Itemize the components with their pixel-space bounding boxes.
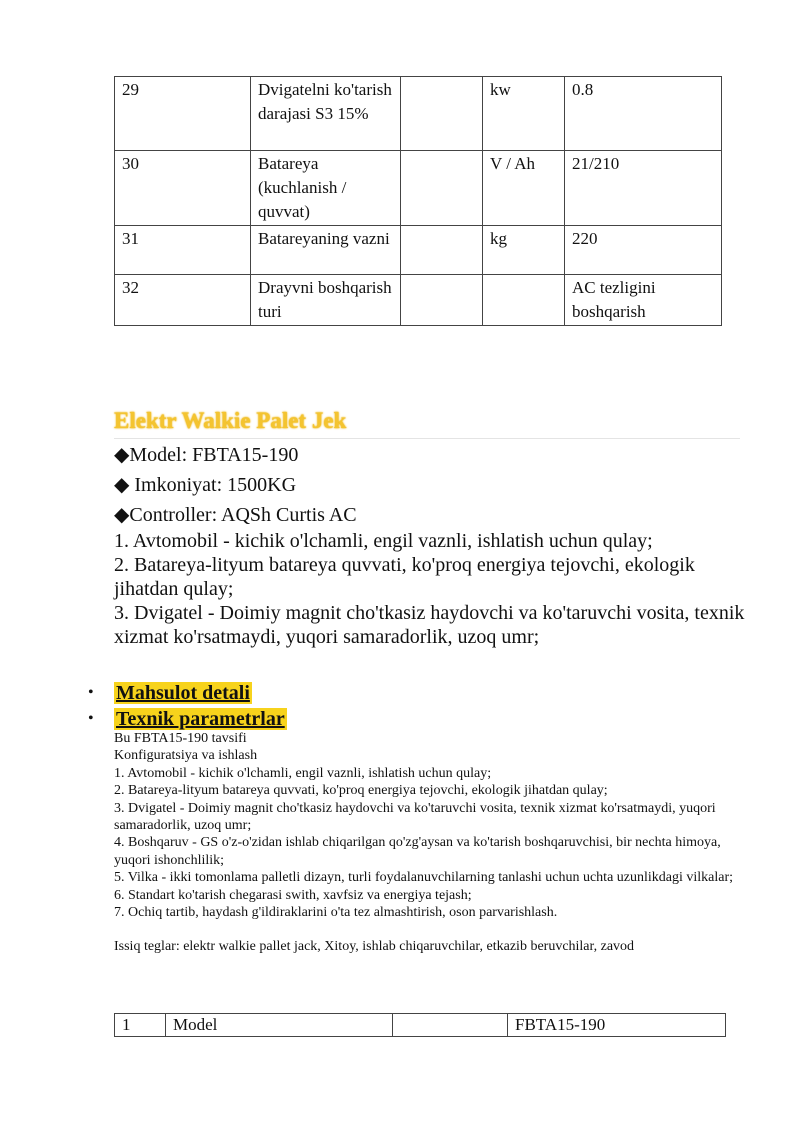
row-number: 30 (115, 151, 251, 226)
row-parameter: Drayvni boshqarish turi (251, 275, 401, 326)
hot-tags: Issiq teglar: elektr walkie pallet jack, Xitoy, ishlab chiqaruvchilar, etkazib beruvchilar, zavod (114, 939, 635, 955)
spec-table (114, 76, 722, 326)
table-row (115, 1014, 726, 1037)
table-row (115, 226, 722, 275)
technical-parameters-link[interactable]: Texnik parametrlar (116, 708, 285, 730)
model-table (114, 1013, 726, 1037)
row-parameter: Dvigatelni ko'tarish darajasi S3 15% (251, 77, 401, 151)
row-number: 29 (115, 77, 251, 151)
row-extra (401, 77, 483, 151)
feature-item-1: 1. Avtomobil - kichik o'lchamli, engil vaznli, ishlatish uchun qulay; (114, 530, 653, 552)
feature-capacity: ◆ Imkoniyat: 1500KG (114, 474, 297, 496)
feature-item-2: 2. Batareya-lityum batareya quvvati, ko'proq energiya tejovchi, ekologik jihatdan qulay; (114, 554, 695, 600)
description-item: 3. Dvigatel - Doimiy magnit cho'tkasiz haydovchi va ko'taruvchi vosita, texnik xizmat ko'rsatmaydi, yuqori samaradorlik, uzoq umr; (114, 800, 716, 834)
feature-controller: ◆Controller: AQSh Curtis AC (114, 504, 357, 526)
description-item: 5. Vilka - ikki tomonlama palletli dizayn, turli foydalanuvchilarning tanlashi uchun uchta uzunlikdagi vilkalar; (114, 870, 734, 886)
row-unit (483, 275, 565, 326)
row-extra (401, 275, 483, 326)
section-links (88, 680, 287, 732)
row-value: 220 (565, 226, 722, 275)
row-number: 32 (115, 275, 251, 326)
row-extra (401, 226, 483, 275)
section-heading: Elektr Walkie Palet Jek (114, 406, 740, 439)
row-value: 0.8 (565, 77, 722, 151)
row-parameter: Batareya (kuchlanish / quvvat) (251, 151, 401, 226)
description-block (114, 730, 744, 956)
row-parameter: Batareyaning vazni (251, 226, 401, 275)
row-extra (401, 151, 483, 226)
link-item (88, 706, 287, 732)
description-item: 7. Ochiq tartib, haydash g'ildiraklarini o'ta tez almashtirish, oson parvarishlash. (114, 905, 558, 921)
row-unit: V / Ah (483, 151, 565, 226)
description-item: 4. Boshqaruv - GS o'z-o'zidan ishlab chiqarilgan qo'zg'aysan va ko'tarish boshqaruvchisi, bir nechta himoya, yuqori ishonchlilik; (114, 835, 721, 868)
feature-item-3: 3. Dvigatel - Doimiy magnit cho'tkasiz haydovchi va ko'taruvchi vosita, texnik xizmat ko'rsatmaydi, yuqori samaradorlik, uzoq umr; (114, 602, 745, 648)
table-row (115, 77, 722, 151)
table-row (115, 151, 722, 226)
row-unit: kw (483, 77, 565, 151)
row-extra (393, 1014, 508, 1037)
row-value: 21/210 (565, 151, 722, 226)
description-title: Bu FBTA15-190 tavsifi (114, 731, 247, 746)
row-unit: kg (483, 226, 565, 275)
row-parameter: Model (166, 1014, 393, 1037)
product-detail-link[interactable]: Mahsulot detali (116, 682, 250, 704)
description-item: 1. Avtomobil - kichik o'lchamli, engil vaznli, ishlatish uchun qulay; (114, 765, 492, 781)
row-number: 1 (115, 1014, 166, 1037)
feature-model: ◆Model: FBTA15-190 (114, 444, 299, 466)
row-number: 31 (115, 226, 251, 275)
description-subtitle: Konfiguratsiya va ishlash (114, 748, 258, 764)
description-item: 6. Standart ko'tarish chegarasi swith, xavfsiz va energiya tejash; (114, 887, 472, 903)
table-row (115, 275, 722, 326)
row-value: AC tezligini boshqarish (565, 275, 722, 326)
description-item: 2. Batareya-lityum batareya quvvati, ko'proq energiya tejovchi, ekologik jihatdan qulay; (114, 783, 608, 799)
link-item (88, 680, 287, 706)
row-value: FBTA15-190 (508, 1014, 726, 1037)
